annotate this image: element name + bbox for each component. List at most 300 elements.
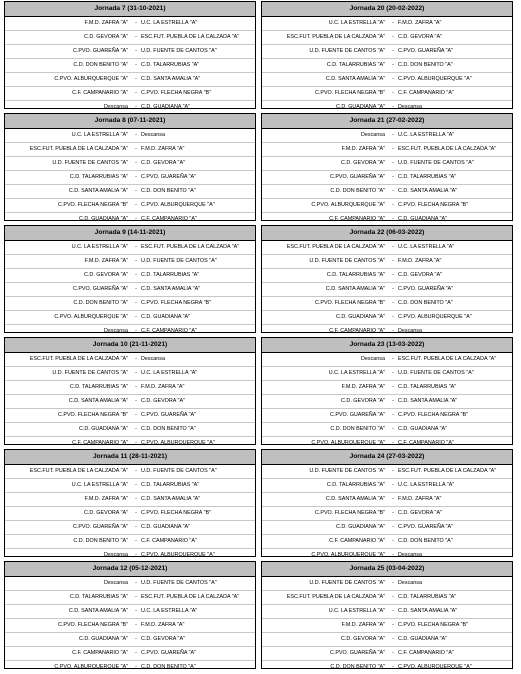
match-row (262, 661, 512, 674)
away-team: C.D. TALARRUBIAS "A" (141, 482, 200, 488)
match-separator: - (135, 664, 137, 670)
home-team: F.M.D. ZAFRA "A" (341, 384, 385, 390)
away-team: C.D. DON BENITO "A" (141, 426, 196, 432)
home-team: C.F. CAMPANARIO "A" (72, 650, 128, 656)
match-separator: - (392, 62, 394, 68)
home-team: C.D. DON BENITO "A" (330, 426, 385, 432)
away-team: Descansa (141, 132, 165, 138)
match-separator: - (392, 104, 394, 110)
home-team: C.D. GEVORA "A" (84, 510, 128, 516)
match-separator: - (392, 664, 394, 670)
match-separator: - (135, 48, 137, 54)
home-team: C.D. TALARRUBIAS "A" (326, 62, 385, 68)
away-team: F.M.D. ZAFRA "A" (398, 496, 442, 502)
round-title: Jornada 23 (13-03-2022) (262, 338, 512, 353)
home-team: F.M.D. ZAFRA "A" (84, 20, 128, 26)
match-separator: - (392, 90, 394, 96)
away-team: C.D. TALARRUBIAS "A" (398, 594, 457, 600)
home-team: C.D. GEVORA "A" (341, 636, 385, 642)
away-team: ESC.FUT. PUEBLA DE LA CALZADA "A" (141, 244, 240, 250)
away-team: U.C. LA ESTRELLA "A" (141, 370, 198, 376)
home-team: C.D. DON BENITO "A" (73, 538, 128, 544)
match-separator: - (135, 314, 137, 320)
home-team: F.M.D. ZAFRA "A" (341, 146, 385, 152)
match-row (262, 619, 512, 633)
match-separator: - (135, 174, 137, 180)
home-team: C.D. TALARRUBIAS "A" (326, 482, 385, 488)
home-team: C.D. SANTA AMALIA "A" (325, 496, 385, 502)
match-row (5, 493, 255, 507)
match-separator: - (135, 62, 137, 68)
away-team: C.D. SANTA AMALIA "A" (398, 398, 458, 404)
home-team: C.D. DON BENITO "A" (73, 300, 128, 306)
home-team: C.D. SANTA AMALIA "A" (68, 398, 128, 404)
match-separator: - (135, 482, 137, 488)
match-separator: - (392, 496, 394, 502)
away-team: ESC.FUT. PUEBLA DE LA CALZADA "A" (398, 356, 497, 362)
away-team: F.M.D. ZAFRA "A" (398, 20, 442, 26)
match-separator: - (135, 104, 137, 110)
home-team: F.M.D. ZAFRA "A" (84, 258, 128, 264)
match-separator: - (392, 622, 394, 628)
match-separator: - (392, 384, 394, 390)
match-separator: - (135, 202, 137, 208)
match-row (5, 255, 255, 269)
match-separator: - (135, 594, 137, 600)
away-team: C.F. CAMPANARIO "A" (398, 90, 454, 96)
away-team: C.D. GUADIANA "A" (141, 104, 191, 110)
home-team: C.PVO. FLECHA NEGRA "B" (57, 412, 128, 418)
away-team: C.D. TALARRUBIAS "A" (398, 384, 457, 390)
home-team: U.C. LA ESTRELLA "A" (328, 608, 385, 614)
match-row (262, 423, 512, 437)
match-separator: - (135, 272, 137, 278)
match-row (5, 591, 255, 605)
away-team: F.M.D. ZAFRA "A" (141, 146, 185, 152)
match-row (5, 353, 255, 367)
round-title: Jornada 11 (28-11-2021) (5, 450, 255, 465)
match-row (5, 59, 255, 73)
match-separator: - (135, 650, 137, 656)
home-team: C.PVO. GUAREÑA "A" (72, 48, 128, 54)
match-separator: - (135, 496, 137, 502)
match-separator: - (392, 314, 394, 320)
match-row (262, 73, 512, 87)
match-row (5, 479, 255, 493)
away-team: C.D. GUADIANA "A" (398, 426, 448, 432)
home-team: C.D. TALARRUBIAS "A" (69, 594, 128, 600)
match-row (262, 17, 512, 31)
home-team: ESC.FUT. PUEBLA DE LA CALZADA "A" (286, 244, 385, 250)
away-team: C.D. SANTA AMALIA "A" (398, 608, 458, 614)
match-row (262, 185, 512, 199)
away-team: C.D. DON BENITO "A" (398, 300, 453, 306)
match-row (5, 577, 255, 591)
round-title: Jornada 12 (05-12-2021) (5, 562, 255, 577)
match-row (5, 423, 255, 437)
home-team: C.PVO. FLECHA NEGRA "B" (314, 90, 385, 96)
match-separator: - (135, 440, 137, 446)
match-row (262, 465, 512, 479)
match-row (262, 283, 512, 297)
home-team: C.PVO. FLECHA NEGRA "B" (57, 622, 128, 628)
match-row (5, 171, 255, 185)
match-separator: - (135, 468, 137, 474)
away-team: Descansa (398, 552, 422, 558)
match-row (262, 479, 512, 493)
round-card (4, 113, 256, 221)
home-team: Descansa (104, 328, 128, 334)
match-separator: - (135, 300, 137, 306)
away-team: Descansa (398, 580, 422, 586)
match-row (262, 171, 512, 185)
home-team: C.D. GEVORA "A" (341, 160, 385, 166)
match-separator: - (392, 440, 394, 446)
home-team: C.PVO. ALBURQUERQUE "A" (54, 314, 128, 320)
match-separator: - (135, 146, 137, 152)
away-team: C.F. CAMPANARIO "A" (141, 538, 197, 544)
round-card (4, 337, 256, 445)
match-separator: - (135, 398, 137, 404)
match-separator: - (135, 426, 137, 432)
away-team: C.D. GEVORA "A" (398, 510, 442, 516)
match-row (5, 73, 255, 87)
home-team: U.C. LA ESTRELLA "A" (71, 132, 128, 138)
away-team: F.M.D. ZAFRA "A" (141, 622, 185, 628)
match-row (262, 507, 512, 521)
away-team: C.D. SANTA AMALIA "A" (141, 76, 201, 82)
match-row (262, 633, 512, 647)
away-team: C.D. DON BENITO "A" (398, 538, 453, 544)
away-team: C.PVO. ALBURQUERQUE "A" (141, 202, 215, 208)
home-team: Descansa (361, 356, 385, 362)
match-row (262, 31, 512, 45)
match-row (262, 381, 512, 395)
home-team: C.D. GEVORA "A" (341, 398, 385, 404)
match-separator: - (135, 76, 137, 82)
match-row (262, 87, 512, 101)
away-team: C.D. TALARRUBIAS "A" (398, 174, 457, 180)
match-row (262, 143, 512, 157)
away-team: U.D. FUENTE DE CANTOS "A" (141, 580, 217, 586)
round-title: Jornada 25 (03-04-2022) (262, 562, 512, 577)
away-team: C.PVO. ALBURQUERQUE "A" (398, 76, 472, 82)
away-team: C.PVO. FLECHA NEGRA "B" (398, 412, 469, 418)
match-separator: - (392, 636, 394, 642)
away-team: C.D. GUADIANA "A" (141, 314, 191, 320)
away-team: C.D. GEVORA "A" (398, 272, 442, 278)
match-separator: - (392, 258, 394, 264)
away-team: C.D. GUADIANA "A" (398, 216, 448, 222)
match-separator: - (135, 524, 137, 530)
match-separator: - (392, 524, 394, 530)
match-separator: - (135, 216, 137, 222)
away-team: ESC.FUT. PUEBLA DE LA CALZADA "A" (141, 594, 240, 600)
match-separator: - (392, 160, 394, 166)
home-team: C.PVO. GUAREÑA "A" (72, 286, 128, 292)
home-team: C.D. GEVORA "A" (84, 34, 128, 40)
match-separator: - (135, 20, 137, 26)
match-row (5, 633, 255, 647)
home-team: Descansa (361, 132, 385, 138)
away-team: C.PVO. GUAREÑA "A" (398, 286, 454, 292)
away-team: C.PVO. ALBURQUERQUE "A" (398, 314, 472, 320)
match-row (5, 143, 255, 157)
home-team: C.PVO. ALBURQUERQUE "A" (311, 552, 385, 558)
home-team: ESC.FUT. PUEBLA DE LA CALZADA "A" (29, 146, 128, 152)
away-team: Descansa (398, 328, 422, 334)
match-separator: - (135, 412, 137, 418)
home-team: C.PVO. ALBURQUERQUE "A" (311, 440, 385, 446)
away-team: ESC.FUT. PUEBLA DE LA CALZADA "A" (398, 146, 497, 152)
away-team: ESC.FUT. PUEBLA DE LA CALZADA "A" (141, 34, 240, 40)
match-row (5, 661, 255, 674)
match-separator: - (392, 272, 394, 278)
round-card (261, 1, 513, 109)
match-row (5, 367, 255, 381)
home-team: C.PVO. GUAREÑA "A" (329, 650, 385, 656)
away-team: C.D. SANTA AMALIA "A" (141, 286, 201, 292)
match-row (262, 269, 512, 283)
round-title: Jornada 20 (20-02-2022) (262, 2, 512, 17)
match-row (262, 591, 512, 605)
match-row (5, 87, 255, 101)
home-team: U.D. FUENTE DE CANTOS "A" (52, 160, 128, 166)
match-row (262, 241, 512, 255)
match-row (5, 185, 255, 199)
match-row (5, 521, 255, 535)
match-separator: - (392, 188, 394, 194)
away-team: C.PVO. GUAREÑA "A" (398, 524, 454, 530)
match-separator: - (392, 580, 394, 586)
match-row (5, 269, 255, 283)
away-team: C.PVO. ALBURQUERQUE "A" (141, 440, 215, 446)
home-team: C.D. DON BENITO "A" (73, 62, 128, 68)
away-team: C.PVO. GUAREÑA "A" (141, 174, 197, 180)
away-team: ESC.FUT. PUEBLA DE LA CALZADA "A" (398, 468, 497, 474)
match-separator: - (392, 34, 394, 40)
match-separator: - (392, 48, 394, 54)
home-team: ESC.FUT. PUEBLA DE LA CALZADA "A" (29, 356, 128, 362)
round-card (4, 561, 256, 669)
match-separator: - (392, 650, 394, 656)
round-card (4, 1, 256, 109)
match-row (262, 157, 512, 171)
match-separator: - (135, 510, 137, 516)
away-team: C.F. CAMPANARIO "A" (398, 650, 454, 656)
away-team: U.C. LA ESTRELLA "A" (141, 608, 198, 614)
home-team: U.D. FUENTE DE CANTOS "A" (52, 370, 128, 376)
match-row (5, 129, 255, 143)
home-team: C.D. GUADIANA "A" (335, 524, 385, 530)
match-separator: - (135, 160, 137, 166)
home-team: Descansa (104, 580, 128, 586)
match-separator: - (392, 538, 394, 544)
home-team: ESC.FUT. PUEBLA DE LA CALZADA "A" (286, 34, 385, 40)
match-separator: - (135, 384, 137, 390)
away-team: C.F. CAMPANARIO "A" (141, 216, 197, 222)
home-team: U.D. FUENTE DE CANTOS "A" (309, 48, 385, 54)
match-separator: - (392, 370, 394, 376)
match-row (262, 521, 512, 535)
home-team: C.F. CAMPANARIO "A" (72, 90, 128, 96)
match-separator: - (135, 608, 137, 614)
home-team: C.PVO. ALBURQUERQUE "A" (54, 664, 128, 670)
match-row (5, 241, 255, 255)
away-team: U.D. FUENTE DE CANTOS "A" (141, 48, 217, 54)
match-row (5, 17, 255, 31)
away-team: F.M.D. ZAFRA "A" (398, 258, 442, 264)
round-card (261, 337, 513, 445)
home-team: C.D. TALARRUBIAS "A" (69, 384, 128, 390)
home-team: U.D. FUENTE DE CANTOS "A" (309, 468, 385, 474)
match-separator: - (392, 608, 394, 614)
home-team: C.PVO. FLECHA NEGRA "B" (314, 300, 385, 306)
away-team: U.D. FUENTE DE CANTOS "A" (398, 160, 474, 166)
match-row (5, 535, 255, 549)
round-title: Jornada 10 (21-11-2021) (5, 338, 255, 353)
away-team: Descansa (398, 104, 422, 110)
away-team: U.D. FUENTE DE CANTOS "A" (398, 370, 474, 376)
match-row (262, 409, 512, 423)
away-team: U.D. FUENTE DE CANTOS "A" (141, 258, 217, 264)
away-team: C.PVO. FLECHA NEGRA "B" (141, 90, 212, 96)
home-team: U.D. FUENTE DE CANTOS "A" (309, 258, 385, 264)
match-separator: - (135, 580, 137, 586)
match-row (262, 367, 512, 381)
match-separator: - (392, 20, 394, 26)
home-team: F.M.D. ZAFRA "A" (84, 496, 128, 502)
match-separator: - (392, 300, 394, 306)
match-row (262, 535, 512, 549)
match-separator: - (392, 510, 394, 516)
away-team: C.D. GEVORA "A" (398, 34, 442, 40)
match-row (5, 31, 255, 45)
match-separator: - (135, 90, 137, 96)
away-team: C.PVO. GUAREÑA "A" (141, 650, 197, 656)
home-team: C.D. SANTA AMALIA "A" (68, 188, 128, 194)
away-team: C.F. CAMPANARIO "A" (141, 328, 197, 334)
match-row (262, 647, 512, 661)
match-separator: - (135, 244, 137, 250)
match-row (262, 395, 512, 409)
home-team: C.PVO. FLECHA NEGRA "B" (57, 202, 128, 208)
home-team: C.F. CAMPANARIO "A" (329, 216, 385, 222)
away-team: C.PVO. FLECHA NEGRA "B" (398, 622, 469, 628)
match-separator: - (135, 132, 137, 138)
away-team: C.D. DON BENITO "A" (141, 188, 196, 194)
match-separator: - (135, 328, 137, 334)
away-team: U.C. LA ESTRELLA "A" (141, 20, 198, 26)
match-row (5, 409, 255, 423)
home-team: ESC.FUT. PUEBLA DE LA CALZADA "A" (286, 594, 385, 600)
home-team: U.C. LA ESTRELLA "A" (328, 370, 385, 376)
away-team: C.D. TALARRUBIAS "A" (141, 272, 200, 278)
match-separator: - (392, 426, 394, 432)
away-team: Descansa (141, 356, 165, 362)
match-separator: - (392, 412, 394, 418)
match-separator: - (392, 202, 394, 208)
away-team: U.D. FUENTE DE CANTOS "A" (141, 468, 217, 474)
home-team: C.D. SANTA AMALIA "A" (325, 76, 385, 82)
match-row (262, 129, 512, 143)
away-team: C.PVO. GUAREÑA "A" (398, 48, 454, 54)
match-row (5, 381, 255, 395)
match-separator: - (392, 356, 394, 362)
match-row (5, 297, 255, 311)
away-team: C.D. GUADIANA "A" (398, 636, 448, 642)
away-team: C.PVO. FLECHA NEGRA "B" (141, 510, 212, 516)
round-title: Jornada 24 (27-03-2022) (262, 450, 512, 465)
match-separator: - (392, 146, 394, 152)
away-team: C.PVO. FLECHA NEGRA "B" (398, 202, 469, 208)
round-title: Jornada 8 (07-11-2021) (5, 114, 255, 129)
home-team: U.C. LA ESTRELLA "A" (71, 244, 128, 250)
round-title: Jornada 7 (31-10-2021) (5, 2, 255, 17)
home-team: C.D. GUADIANA "A" (78, 426, 128, 432)
round-title: Jornada 9 (14-11-2021) (5, 226, 255, 241)
match-row (262, 297, 512, 311)
round-card (261, 113, 513, 221)
match-row (262, 45, 512, 59)
away-team: F.M.D. ZAFRA "A" (141, 384, 185, 390)
match-separator: - (392, 482, 394, 488)
match-row (5, 157, 255, 171)
away-team: C.PVO. ALBURQUERQUE "A" (141, 552, 215, 558)
home-team: C.D. GUADIANA "A" (78, 216, 128, 222)
away-team: C.D. SANTA AMALIA "A" (141, 496, 201, 502)
home-team: Descansa (104, 552, 128, 558)
match-row (5, 311, 255, 325)
match-row (262, 199, 512, 213)
home-team: U.C. LA ESTRELLA "A" (71, 482, 128, 488)
home-team: C.D. SANTA AMALIA "A" (68, 608, 128, 614)
match-row (5, 605, 255, 619)
match-row (5, 619, 255, 633)
home-team: C.D. DON BENITO "A" (330, 664, 385, 670)
home-team: C.PVO. ALBURQUERQUE "A" (311, 202, 385, 208)
match-separator: - (392, 552, 394, 558)
round-card (261, 225, 513, 333)
match-separator: - (392, 216, 394, 222)
away-team: C.D. DON BENITO "A" (398, 62, 453, 68)
match-row (5, 199, 255, 213)
match-separator: - (135, 188, 137, 194)
match-row (262, 311, 512, 325)
match-separator: - (392, 286, 394, 292)
match-separator: - (135, 622, 137, 628)
match-separator: - (135, 258, 137, 264)
match-separator: - (135, 34, 137, 40)
match-row (262, 59, 512, 73)
away-team: C.D. SANTA AMALIA "A" (398, 188, 458, 194)
match-row (262, 605, 512, 619)
home-team: F.M.D. ZAFRA "A" (341, 622, 385, 628)
home-team: C.D. TALARRUBIAS "A" (326, 272, 385, 278)
away-team: C.PVO. FLECHA NEGRA "B" (141, 300, 212, 306)
match-separator: - (392, 132, 394, 138)
away-team: U.C. LA ESTRELLA "A" (398, 482, 455, 488)
home-team: C.PVO. GUAREÑA "A" (72, 524, 128, 530)
away-team: C.PVO. GUAREÑA "A" (141, 412, 197, 418)
round-title: Jornada 22 (06-03-2022) (262, 226, 512, 241)
match-separator: - (392, 594, 394, 600)
home-team: C.D. TALARRUBIAS "A" (69, 174, 128, 180)
match-separator: - (392, 76, 394, 82)
match-row (262, 577, 512, 591)
away-team: C.F. CAMPANARIO "A" (398, 440, 454, 446)
match-row (262, 353, 512, 367)
